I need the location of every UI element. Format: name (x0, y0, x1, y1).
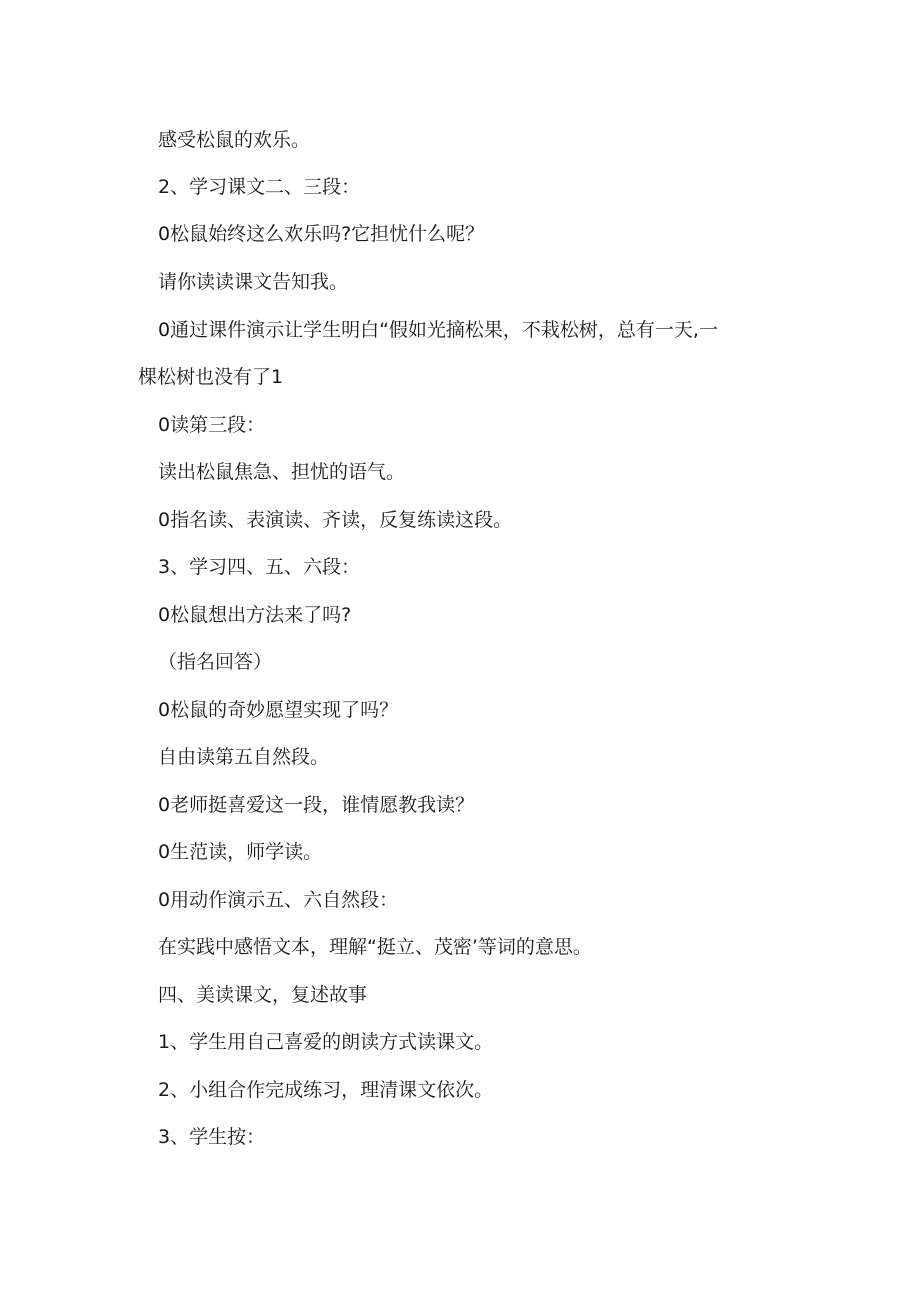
text-line: 0读第三段： (158, 414, 266, 436)
text-line: 感受松鼠的欢乐。 (158, 129, 311, 151)
text-line: 0用动作演示五、六自然段： (158, 889, 399, 911)
section-heading: 2、学习课文二、三段： (158, 176, 361, 198)
text-line: 请你读读课文告知我。 (158, 271, 349, 293)
text-line: 读出松鼠焦急、担忧的语气。 (158, 461, 406, 483)
section-heading: 四、美读课文，复述故事 (158, 984, 368, 1006)
text-line: 0通过课件演示让学生明白“假如光摘松果，不栽松树，总有一天,一 (158, 319, 718, 341)
text-line: 0松鼠的奇妙愿望实现了吗？ (158, 699, 399, 721)
text-line: 0指名读、表演读、齐读，反复练读这段。 (158, 509, 513, 531)
text-line: 2、小组合作完成练习，理清课文依次。 (158, 1079, 494, 1101)
text-line: （指名回答） (158, 651, 273, 673)
text-line: 1、学生用自己喜爱的朗读方式读课文。 (158, 1031, 494, 1053)
text-line: 在实践中感悟文本，理解“挺立、茂密’等词的意思。 (158, 936, 592, 958)
text-line: 自由读第五自然段。 (158, 746, 330, 768)
text-line: 0生范读，师学读。 (158, 841, 323, 863)
text-line: 0松鼠始终这么欢乐吗?它担忧什么呢？ (158, 223, 485, 245)
text-line: 0老师挺喜爱这一段，谁情愿教我读？ (158, 794, 475, 816)
text-line: 0松鼠想出方法来了吗? (158, 604, 352, 626)
text-line: 3、学生按： (158, 1126, 266, 1148)
text-line-continuation: 棵松树也没有了1 (138, 366, 284, 388)
section-heading: 3、学习四、五、六段： (158, 556, 361, 578)
